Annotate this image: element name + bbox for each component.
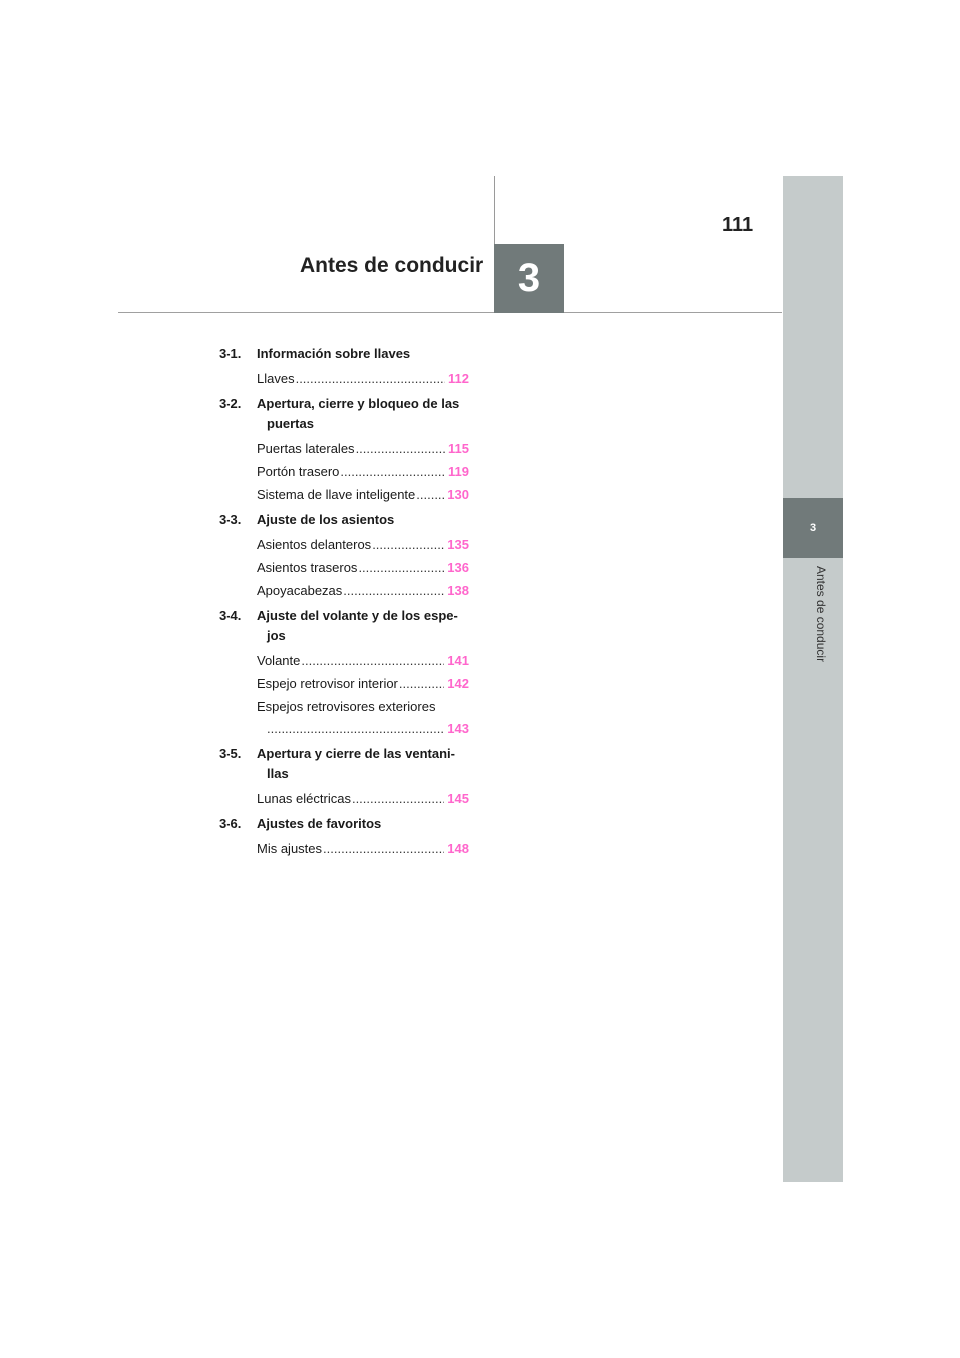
section-heading xyxy=(219,606,469,646)
page-link[interactable]: 142 xyxy=(447,676,469,691)
entry-label: Apoyacabezas xyxy=(257,583,343,598)
entry-label: Portón trasero xyxy=(257,464,340,479)
entry-label: Asientos delanteros xyxy=(257,537,372,552)
section-number: 3-5. xyxy=(219,746,242,761)
leader-dots xyxy=(372,537,444,553)
side-tab-strip xyxy=(783,176,843,1182)
table-of-contents xyxy=(219,344,469,864)
entry-label: Sistema de llave inteligente xyxy=(257,487,416,502)
header-horizontal-rule xyxy=(118,312,782,313)
leader-dots xyxy=(399,676,444,692)
section-heading xyxy=(219,744,469,784)
leader-dots xyxy=(267,721,444,737)
section-heading xyxy=(219,394,469,434)
section-title: Apertura, cierre y bloqueo de las xyxy=(257,396,460,411)
chapter-title: Antes de conducir xyxy=(300,254,484,277)
leader-dots xyxy=(343,583,444,599)
chapter-number-box: 3 xyxy=(494,244,564,313)
section-title-continued: puertas xyxy=(267,416,314,431)
section-title: Ajuste de los asientos xyxy=(257,512,395,527)
toc-entry[interactable] xyxy=(257,583,469,599)
entry-label: Asientos traseros xyxy=(257,560,358,575)
page-link[interactable]: 119 xyxy=(448,464,469,479)
entry-label: Espejo retrovisor interior xyxy=(257,676,398,691)
toc-section xyxy=(219,814,469,857)
section-title: Apertura y cierre de las ventani- xyxy=(257,746,455,761)
section-heading xyxy=(219,344,469,364)
side-tab-label: Antes de conducir xyxy=(814,566,828,663)
toc-entry[interactable] xyxy=(257,537,469,553)
section-heading xyxy=(219,510,469,530)
toc-section xyxy=(219,510,469,599)
leader-dots xyxy=(340,464,445,480)
section-number: 3-2. xyxy=(219,396,242,411)
leader-dots xyxy=(416,487,444,503)
leader-dots xyxy=(301,653,444,669)
page-link[interactable]: 130 xyxy=(447,487,469,502)
toc-section xyxy=(219,344,469,387)
section-title-continued: jos xyxy=(267,628,286,643)
section-number: 3-3. xyxy=(219,512,242,527)
section-title-block xyxy=(257,744,469,784)
toc-section xyxy=(219,606,469,737)
entry-label: Llaves xyxy=(257,371,295,386)
section-title-block xyxy=(257,394,469,434)
section-number: 3-1. xyxy=(219,346,242,361)
toc-section xyxy=(219,394,469,503)
toc-entry[interactable] xyxy=(257,841,469,857)
page-link[interactable]: 145 xyxy=(447,791,469,806)
section-title: Ajuste del volante y de los espe- xyxy=(257,608,458,623)
entry-label: Mis ajustes xyxy=(257,841,323,856)
leader-dots xyxy=(296,371,445,387)
entry-leader-row xyxy=(257,721,469,737)
entry-label: Volante xyxy=(257,653,301,668)
page-link[interactable]: 112 xyxy=(448,371,469,386)
section-title-continued: llas xyxy=(267,766,289,781)
toc-entry[interactable] xyxy=(257,653,469,669)
toc-entry[interactable] xyxy=(257,371,469,387)
page-link[interactable]: 136 xyxy=(447,560,469,575)
page-link[interactable]: 115 xyxy=(448,441,469,456)
entry-label: Espejos retrovisores exteriores xyxy=(257,699,436,714)
page-link[interactable]: 135 xyxy=(447,537,469,552)
page-link[interactable]: 141 xyxy=(447,653,469,668)
leader-dots xyxy=(323,841,444,857)
toc-entry[interactable] xyxy=(257,791,469,807)
toc-entry[interactable] xyxy=(257,464,469,480)
section-title: Información sobre llaves xyxy=(257,346,411,361)
section-number: 3-4. xyxy=(219,608,242,623)
toc-section xyxy=(219,744,469,807)
section-title-block xyxy=(257,606,469,646)
entry-label: Puertas laterales xyxy=(257,441,355,456)
entry-label: Lunas eléctricas xyxy=(257,791,351,806)
toc-entry[interactable] xyxy=(257,699,469,737)
header-vertical-rule xyxy=(494,176,495,244)
toc-entry[interactable] xyxy=(257,676,469,692)
page-number: 111 xyxy=(722,214,754,236)
side-tab-chapter[interactable]: 3 xyxy=(783,498,843,558)
section-title: Ajustes de favoritos xyxy=(257,816,382,831)
section-heading xyxy=(219,814,469,834)
page-link[interactable]: 148 xyxy=(447,841,469,856)
leader-dots xyxy=(352,791,444,807)
toc-entry[interactable] xyxy=(257,441,469,457)
page-link[interactable]: 143 xyxy=(447,721,469,736)
section-number: 3-6. xyxy=(219,816,242,831)
toc-entry[interactable] xyxy=(257,487,469,503)
page-link[interactable]: 138 xyxy=(447,583,469,598)
leader-dots xyxy=(358,560,444,576)
leader-dots xyxy=(356,441,445,457)
toc-entry[interactable] xyxy=(257,560,469,576)
